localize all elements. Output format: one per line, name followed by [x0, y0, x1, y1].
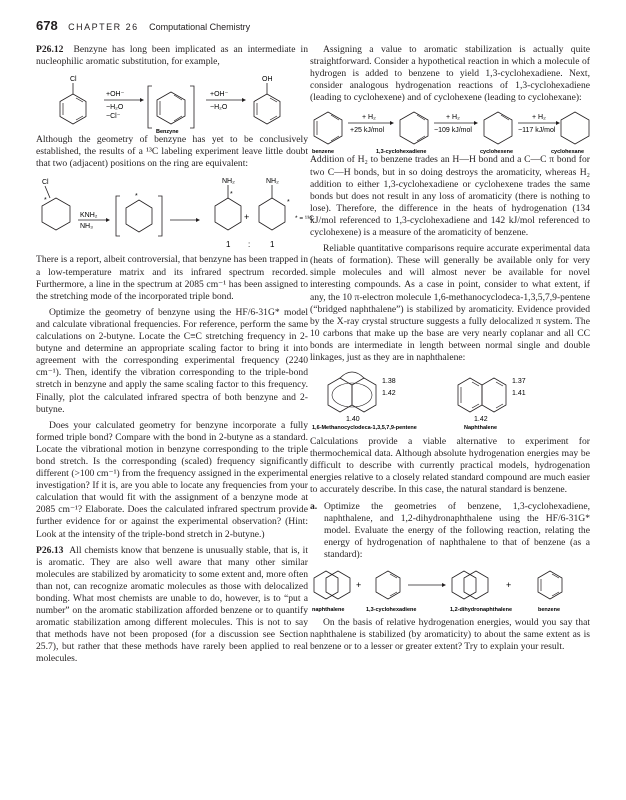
chloro-label: Cl [70, 76, 77, 84]
naphthalene-ring-left [458, 378, 482, 412]
label-star-3: * [230, 191, 233, 199]
loss-chloride: −Cl⁻ [106, 113, 121, 121]
reagent-hydroxide-1: +OH⁻ [106, 91, 125, 99]
problem-26-12-label: P26.12 [36, 44, 64, 55]
aniline-ring-1 [215, 198, 241, 230]
hydroxyl-label: OH [262, 76, 273, 84]
label-legend: * = ¹³C [295, 215, 314, 223]
energy-3: −117 kJ/mol [518, 127, 556, 135]
bond-length-b2: 1.41 [512, 390, 526, 398]
problem-26-12-intro [36, 44, 308, 68]
cyclohexane-ring [561, 112, 589, 144]
h2-reagent-3: + H₂ [532, 114, 546, 122]
amine-label-1: NH₂ [222, 178, 235, 186]
trapping-paragraph: There is a report, albeit controversial, that benzyne has been trapped in a low-temperature matrix and its infrared spectrum recorded. Furthermore, a line in the spectrum at 2085 cm⁻¹ has been assigned to the stretching mode of the incorporated triple bond. [36, 254, 308, 302]
bond-length-b1: 1.37 [512, 378, 526, 386]
caption-benzene: benzene [312, 149, 335, 156]
page-number: 678 [36, 18, 58, 33]
loss-water-1: −H₂O [106, 104, 124, 112]
chloro-label-2: Cl [42, 179, 49, 187]
plus-2: + [506, 580, 512, 590]
bond-length-figure [310, 368, 590, 430]
chapter-title: Computational Chemistry [149, 22, 251, 32]
problem-26-12-text: Benzyne has long been implicated as an intermediate in nucleophilic aromatic substitution, for example, [36, 44, 308, 68]
conclusion-paragraph: On the basis of relative hydrogenation energies, would you say that naphthalene is stabilized (by aromaticity) to about the same extent as is benzene or to a lesser or greater extent? Try to explain your result. [310, 617, 590, 653]
problem-26-13-label: P26.13 [36, 544, 64, 556]
left-column [36, 44, 314, 670]
phenol-ring [254, 94, 280, 124]
plus-1: + [356, 580, 362, 590]
bond-length-a2: 1.42 [382, 390, 396, 398]
optimize-paragraph: Optimize the geometry of benzyne using the HF/6-31G* model and calculate vibrational frequencies. For reference, perform the same calculations on 2-butyne. Locate the C≡C stretching frequency in 2-butyne and determine an appropriate scaling factor to bring it into agreement with the corresponding experimental frequency (2240 cm⁻¹). Then, identify the vibration corresponding to the triple-bond stretch in benzyne and apply the same scaling factor to this frequency. Finally, plot the calculated infrared spectra of both benzyne and 2-butyne. [36, 306, 308, 415]
hydrogenation-series-figure [310, 108, 590, 154]
caption-naphthalene-2: naphthalene [312, 607, 345, 613]
benzyne-caption: Benzyne [156, 129, 179, 136]
ratio-right: 1 [270, 240, 275, 250]
caption-bridged-naphthalene: 1,6-Methanocyclodeca-1,3,5,7,9-pentene [312, 425, 417, 432]
cyclohexadiene-ring [400, 112, 428, 144]
cyclohexadiene-structure [376, 571, 400, 599]
label-star-2: * [135, 193, 138, 201]
reagent-knh2: KNH₂ [80, 212, 98, 220]
labeling-paragraph: Although the geometry of benzyne has yet to be conclusively established, the results of a ¹³C labeling experiment leave little doubt that two (adjacent) positions on the ring are equivalent: [36, 134, 308, 170]
benzene-structure [538, 571, 562, 599]
caption-cyclohexadiene-2: 1,3-cyclohexadiene [366, 607, 417, 613]
calculations-paragraph: Calculations provide a viable alternative to experiment for thermochemical data. Although absolute hydrogenation energies may be difficult to describe with currently practical models, hydrogenation energies relative to a closely related standard compound are much easier to accurately describe. In this case, the natural standard is benzene. [310, 436, 590, 496]
bond-length-a1: 1.38 [382, 378, 396, 386]
item-a-marker: a. [310, 500, 318, 512]
label-star-1: * [44, 197, 47, 205]
caption-naphthalene: Naphthalene [464, 425, 498, 432]
caption-cyclohexane: cyclohexane [551, 149, 585, 156]
label-star-4: * [287, 199, 290, 207]
plus-sign: + [244, 212, 250, 223]
problem-26-13 [36, 545, 308, 666]
problem-26-13-text: All chemists know that benzene is unusually stable, that is, it is aromatic. They are also well aware that many other similar molecules are stabilized by aromaticity to some extent and, more often than not, can recognize aromatic molecules as those with delocalized bonding. What most chemists are unable to do, however, is to “put a number” on the aromatic stabilization afforded benzene or to quantify aromatic stabilization among different molecules. This is not to say that methods have not been proposed (for a discussion see Section 25.7), but rather that these methods have rarely been applied to real molecules. [36, 544, 308, 665]
right-column [310, 44, 590, 657]
amine-label-2: NH₂ [266, 178, 279, 186]
running-header [36, 17, 250, 35]
item-a-text: Optimize the geometries of benzene, 1,3-cyclohexadiene, naphthalene, and 1,2-dihydronaphthalene using the HF/6-31G* model. Evaluate the energy of the following reaction, relating the energy of hydrogenation of naphthalene to that of benzene (as a standard): [324, 500, 590, 560]
h2-reagent-1: + H₂ [362, 114, 376, 122]
labeled-benzyne-ring [126, 200, 152, 232]
caption-cyclohexadiene: 1,3-cyclohexadiene [376, 149, 427, 156]
h2-reagent-2: + H₂ [446, 114, 460, 122]
loss-water-2: −H₂O [210, 104, 228, 112]
chapter-label: CHAPTER 26 [68, 22, 139, 32]
benzyne-mechanism-figure [36, 72, 308, 134]
labeling-experiment-figure [36, 174, 314, 254]
caption-benzene-2: benzene [538, 607, 561, 613]
energy-1: +25 kJ/mol [350, 127, 385, 135]
hydrogenation-intro: Assigning a value to aromatic stabilization is actually quite straightforward. Consider a hypothetical reaction in which a molecule of hydrogen is added to benzene to yield 1,3-cyclohexadiene. Next, consider analogous hydrogenation reactions of 1,3-cyclohexadiene (leading to cyclohexene) and of cyclohexene (leading to cyclohexane): [310, 44, 590, 104]
relative-hydrogenation-figure [310, 561, 590, 615]
ratio-colon: : [248, 240, 251, 250]
chlorobenzene-ring [60, 94, 86, 124]
caption-cyclohexene: cyclohexene [480, 149, 514, 156]
reagent-hydroxide-2: +OH⁻ [210, 91, 229, 99]
caption-dihydronaphthalene: 1,2-dihydronaphthalene [450, 607, 513, 613]
bond-length-a3: 1.40 [346, 416, 360, 424]
energy-2: −109 kJ/mol [434, 127, 472, 135]
aniline-ring-2 [259, 198, 285, 230]
item-a [310, 501, 590, 561]
aromaticity-paragraph: Addition of H₂ to benzene trades an H—H bond and a C—C π bond for two C—H bonds, but in so doing destroys the aromaticity, whereas H₂ addition to either 1,3-cyclohexadiene or cyclohexene trades the same bonds but does not result in any loss of aromaticity (there is nothing to lose). Therefore, the difference in the heats of hydrogenation (134 kJ/mol referenced to 1,3-cyclohexadiene and 142 kJ/mol referenced to cyclohexene) is a measure of the aromaticity of benzene. [310, 154, 590, 239]
reliable-comparisons-paragraph: Reliable quantitative comparisons require accurate experimental data (heats of formation). These will generally be available only for very simple molecules and will almost never be available for novel interesting compounds. As a case in point, consider to what extent, if any, the 10 π-electron molecule 1,6-methanocyclodeca-1,3,5,7,9-pentene (“bridged naphthalene”) is stabilized by aromaticity. Evidence provided by the X-ray crystal structure suggests a fully delocalized π system. The 10 carbons that make up the base are very nearly coplanar and all CC bonds are intermediate in length between normal single and double linkages, just as they are in naphthalene: [310, 243, 590, 363]
bond-length-b3: 1.42 [474, 416, 488, 424]
naphthalene-ring-right [482, 378, 506, 412]
benzyne-ring [157, 92, 185, 124]
solvent-nh3: NH₃ [80, 223, 93, 231]
ratio-left: 1 [226, 240, 231, 250]
questions-paragraph: Does your calculated geometry for benzyne incorporate a fully formed triple bond? Compare with the bond in 2-butyne as a standard. Locate the vibrational motion in benzyne corresponding to the triple bond stretch. Is the corresponding (scaled) frequency significantly different (>100 cm⁻¹) from the frequency assigned in the experimental investigation? If it is, are you able to locate any frequencies from your calculation that would fit with the assignment of a benzyne mode at 2085 cm⁻¹? Elaborate. Does the calculated infrared spectrum provide further evidence for or against the experimental observation? (Hint: Look at the intensity of the triple-bond stretch in 2-butyne.) [36, 419, 308, 540]
cyclohexene-ring [484, 112, 512, 144]
benzene-ring [314, 112, 342, 144]
